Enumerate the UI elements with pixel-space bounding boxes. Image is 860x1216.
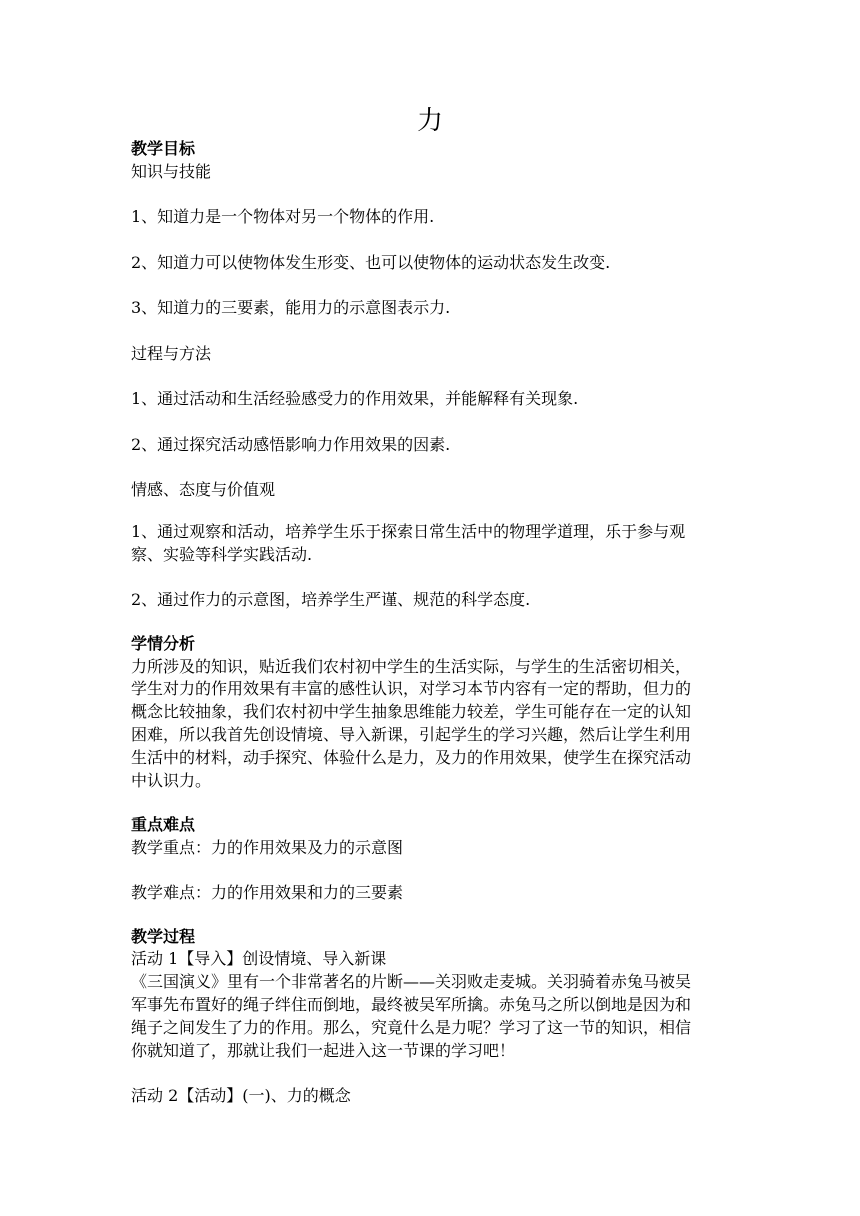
analysis-line: 困难，所以我首先创设情境、导入新课，引起学生的学习兴趣，然后让学生利用 (131, 725, 692, 744)
subheading-emotion: 情感、态度与价值观 (131, 480, 276, 499)
analysis-line: 概念比较抽象，我们农村初中学生抽象思维能力较差，学生可能存在一定的认知 (131, 702, 692, 721)
story-line: 《三国演义》里有一个非常著名的片断——关羽败走麦城。关羽骑着赤兔马被吴 (131, 972, 692, 991)
story-line: 军事先布置好的绳子绊住而倒地，最终被吴军所擒。赤兔马之所以倒地是因为和 (131, 995, 692, 1014)
analysis-line: 力所涉及的知识，贴近我们农村初中学生的生活实际，与学生的生活密切相关， (131, 657, 692, 676)
section-heading-goals: 教学目标 (131, 139, 196, 158)
goal-item-line: 1、通过观察和活动，培养学生乐于探索日常生活中的物理学道理，乐于参与观 (131, 522, 686, 541)
goal-item-line: 察、实验等科学实践活动. (131, 545, 313, 564)
story-line: 绳子之间发生了力的作用。那么，究竟什么是力呢？学习了这一节的知识，相信 (131, 1018, 692, 1037)
analysis-line: 学生对力的作用效果有丰富的感性认识，对学习本节内容有一定的帮助，但力的 (131, 679, 692, 698)
section-heading-analysis: 学情分析 (131, 634, 196, 653)
goal-item: 1、知道力是一个物体对另一个物体的作用. (131, 207, 435, 226)
subheading-process: 过程与方法 (131, 344, 212, 363)
goal-item: 2、知道力可以使物体发生形变、也可以使物体的运动状态发生改变. (131, 253, 611, 272)
activity-2: 活动 2【活动】(一)、力的概念 (131, 1086, 351, 1105)
subheading-knowledge: 知识与技能 (131, 162, 212, 181)
goal-item: 2、通过作力的示意图，培养学生严谨、规范的科学态度. (131, 590, 531, 609)
key-point-difficulty: 教学难点：力的作用效果和力的三要素 (131, 883, 404, 902)
story-line: 你就知道了，那就让我们一起进入这一节课的学习吧！ (131, 1041, 516, 1060)
analysis-line: 中认识力。 (131, 771, 212, 790)
activity-1: 活动 1【导入】创设情境、导入新课 (131, 949, 387, 968)
analysis-line: 生活中的材料，动手探究、体验什么是力，及力的作用效果，使学生在探究活动 (131, 748, 692, 767)
goal-item: 2、通过探究活动感悟影响力作用效果的因素. (131, 435, 451, 454)
goal-item: 1、通过活动和生活经验感受力的作用效果，并能解释有关现象. (131, 389, 579, 408)
section-heading-process: 教学过程 (131, 927, 196, 946)
section-heading-key-points: 重点难点 (131, 815, 196, 834)
key-point-focus: 教学重点：力的作用效果及力的示意图 (131, 838, 404, 857)
goal-item: 3、知道力的三要素，能用力的示意图表示力. (131, 298, 451, 317)
document-title: 力 (416, 106, 443, 136)
